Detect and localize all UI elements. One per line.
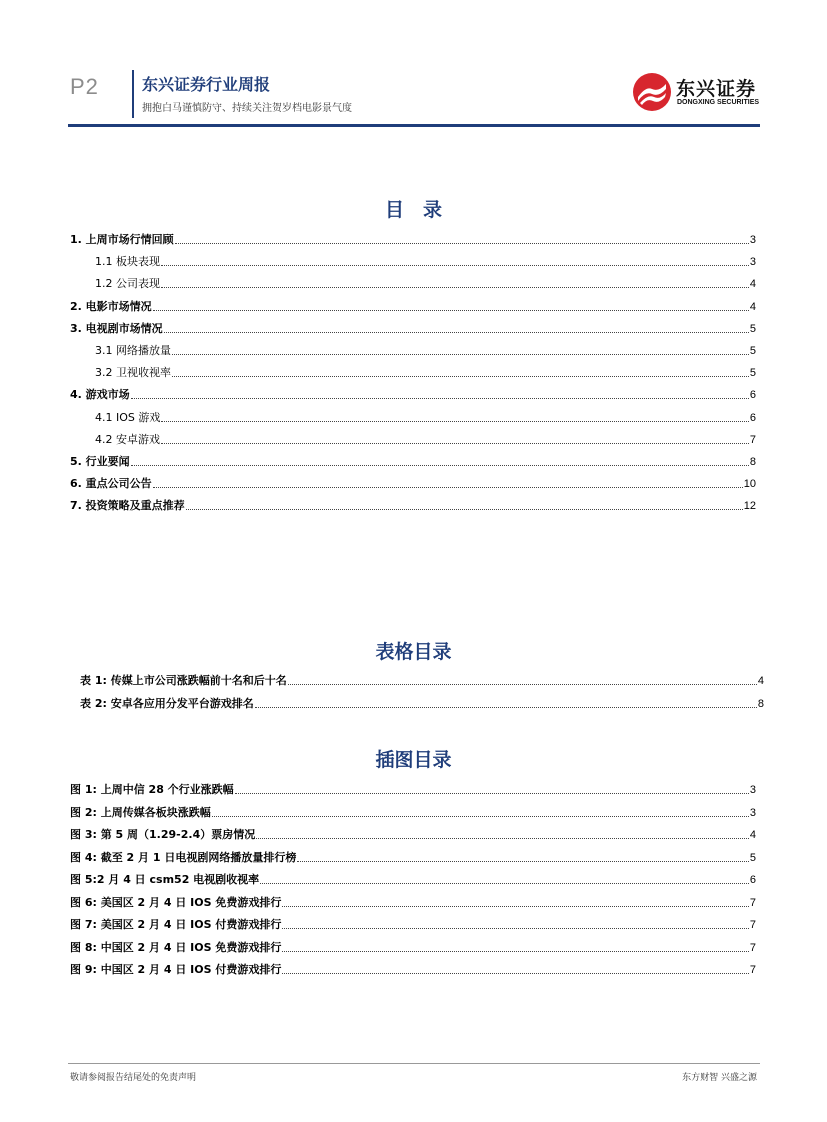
toc-entry-page: 6 [749, 411, 756, 424]
toc-entry-page: 10 [743, 478, 756, 491]
toc-dot-leader [282, 905, 749, 907]
toc-dot-leader [172, 353, 749, 355]
toc-entry-title: 1.1 板块表现 [95, 255, 160, 269]
toc-dot-leader [282, 950, 749, 952]
toc-dot-leader [297, 860, 749, 862]
toc-entry-title: 4.2 安卓游戏 [95, 432, 160, 446]
toc-title: 目 录 [384, 199, 442, 221]
toc-entry-title: 1. 上周市场行情回顾 [70, 233, 174, 246]
toc-entry[interactable] [70, 826, 756, 842]
toc-entry[interactable] [80, 672, 764, 688]
toc-entry-title: 图 4: 截至 2 月 1 日电视剧网络播放量排行榜 [70, 850, 297, 864]
toc-entry[interactable] [70, 409, 756, 425]
toc-dot-leader [172, 375, 749, 377]
report-title: 东兴证券行业周报 [142, 75, 271, 94]
toc-entry-title: 4.1 IOS 游戏 [95, 410, 161, 424]
toc-entry[interactable] [70, 781, 756, 797]
toc-entry[interactable] [70, 849, 756, 865]
figures-toc-list [70, 781, 756, 981]
toc-entry[interactable] [70, 386, 756, 402]
toc-entry-page: 4 [757, 675, 764, 687]
toc-dot-leader [161, 420, 749, 422]
toc-dot-leader [175, 242, 749, 244]
toc-entry[interactable] [70, 253, 756, 269]
toc-entry-page: 7 [749, 896, 756, 909]
toc-entry-page: 8 [749, 456, 756, 468]
page-number: P2 [70, 74, 99, 99]
footer-slogan: 东方财智 兴盛之源 [682, 1073, 757, 1083]
toc-entry-page: 4 [749, 278, 756, 291]
toc-entry-title: 图 8: 中国区 2 月 4 日 IOS 免费游戏排行 [70, 940, 282, 954]
toc-entry-title: 7. 投资策略及重点推荐 [70, 499, 185, 513]
toc-dot-leader [153, 486, 743, 488]
toc-entry-title: 图 9: 中国区 2 月 4 日 IOS 付费游戏排行 [70, 963, 282, 976]
toc-entry-title: 5. 行业要闻 [70, 455, 130, 468]
toc-entry[interactable] [70, 364, 756, 380]
header-vertical-divider [132, 70, 134, 118]
toc-dot-leader [282, 972, 749, 974]
toc-dot-leader [131, 397, 749, 399]
toc-dot-leader [153, 309, 749, 311]
toc-dot-leader [161, 264, 749, 266]
toc-entry-page: 7 [749, 433, 756, 446]
toc-entry[interactable] [70, 894, 756, 910]
toc-entry[interactable] [70, 320, 756, 336]
toc-entry-title: 1.2 公司表现 [95, 277, 160, 291]
logo-name-en: DONGXING SECURITIES [677, 99, 760, 106]
toc-entry-title: 图 7: 美国区 2 月 4 日 IOS 付费游戏排行 [70, 918, 282, 931]
toc-dot-leader [212, 815, 749, 817]
toc-entry-page: 4 [749, 300, 756, 313]
toc-entry[interactable] [70, 961, 756, 977]
toc-entry[interactable] [70, 431, 756, 447]
toc-entry-page: 7 [749, 941, 756, 954]
toc-dot-leader [235, 792, 749, 794]
tables-toc-list [80, 672, 764, 722]
toc-entry-page: 5 [749, 345, 756, 357]
toc-dot-leader [288, 683, 757, 685]
toc-entry-page: 3 [749, 234, 756, 246]
dongxing-logo-icon [632, 72, 672, 112]
toc-entry-page: 12 [743, 500, 756, 513]
toc-dot-leader [161, 286, 749, 288]
tables-toc-title: 表格目录 [375, 641, 452, 663]
toc-entry[interactable] [70, 453, 756, 469]
company-logo [632, 72, 762, 114]
toc-entry-title: 6. 重点公司公告 [70, 477, 152, 491]
toc-entry[interactable] [70, 475, 756, 491]
footer-rule [68, 1063, 760, 1064]
toc-entry[interactable] [70, 342, 756, 358]
figures-toc-title: 插图目录 [375, 749, 452, 771]
toc-dot-leader [164, 331, 749, 333]
toc-list [70, 231, 756, 521]
toc-entry-title: 图 6: 美国区 2 月 4 日 IOS 免费游戏排行 [70, 895, 282, 909]
toc-entry-title: 表 2: 安卓各应用分发平台游戏排名 [80, 696, 254, 710]
toc-dot-leader [161, 442, 749, 444]
toc-entry-page: 6 [749, 389, 756, 402]
toc-entry-page: 5 [749, 367, 756, 380]
toc-entry-page: 7 [749, 919, 756, 931]
toc-entry-page: 4 [749, 829, 756, 841]
toc-entry[interactable] [70, 275, 756, 291]
toc-dot-leader [255, 706, 757, 708]
logo-name-cn: 东兴证券 [676, 78, 757, 100]
toc-entry-title: 表 1: 传媒上市公司涨跌幅前十名和后十名 [80, 674, 287, 687]
toc-entry-title: 3.1 网络播放量 [95, 344, 171, 357]
footer-disclaimer: 敬请参阅报告结尾处的免责声明 [70, 1073, 197, 1083]
toc-entry[interactable] [70, 804, 756, 820]
toc-entry-title: 3. 电视剧市场情况 [70, 321, 163, 335]
toc-entry-title: 4. 游戏市场 [70, 388, 130, 402]
toc-entry-page: 3 [749, 784, 756, 796]
toc-entry[interactable] [80, 695, 764, 711]
toc-entry-page: 7 [749, 964, 756, 976]
header-rule [68, 124, 760, 127]
toc-entry-page: 6 [749, 874, 756, 886]
toc-entry-title: 图 1: 上周中信 28 个行业涨跌幅 [70, 783, 234, 796]
toc-entry-page: 5 [749, 851, 756, 864]
toc-dot-leader [282, 927, 749, 929]
toc-entry[interactable] [70, 231, 756, 247]
toc-dot-leader [186, 508, 743, 510]
toc-entry-page: 3 [749, 256, 756, 269]
toc-entry[interactable] [70, 871, 756, 887]
toc-entry-title: 图 3: 第 5 周（1.29-2.4）票房情况 [70, 828, 256, 841]
toc-entry-page: 3 [749, 806, 756, 819]
toc-entry-title: 3.2 卫视收视率 [95, 366, 171, 380]
toc-dot-leader [256, 837, 749, 839]
toc-entry-title: 2. 电影市场情况 [70, 299, 152, 313]
toc-dot-leader [260, 882, 749, 884]
toc-dot-leader [131, 464, 749, 466]
toc-entry[interactable] [70, 298, 756, 314]
toc-entry[interactable] [70, 939, 756, 955]
toc-entry-title: 图 2: 上周传媒各板块涨跌幅 [70, 805, 211, 819]
toc-entry-page: 5 [749, 322, 756, 335]
toc-entry-page: 8 [757, 697, 764, 710]
report-subtitle: 拥抱白马谨慎防守、持续关注贺岁档电影景气度 [142, 103, 352, 114]
toc-entry[interactable] [70, 916, 756, 932]
toc-entry-title: 图 5:2 月 4 日 csm52 电视剧收视率 [70, 873, 260, 886]
toc-entry[interactable] [70, 497, 756, 513]
